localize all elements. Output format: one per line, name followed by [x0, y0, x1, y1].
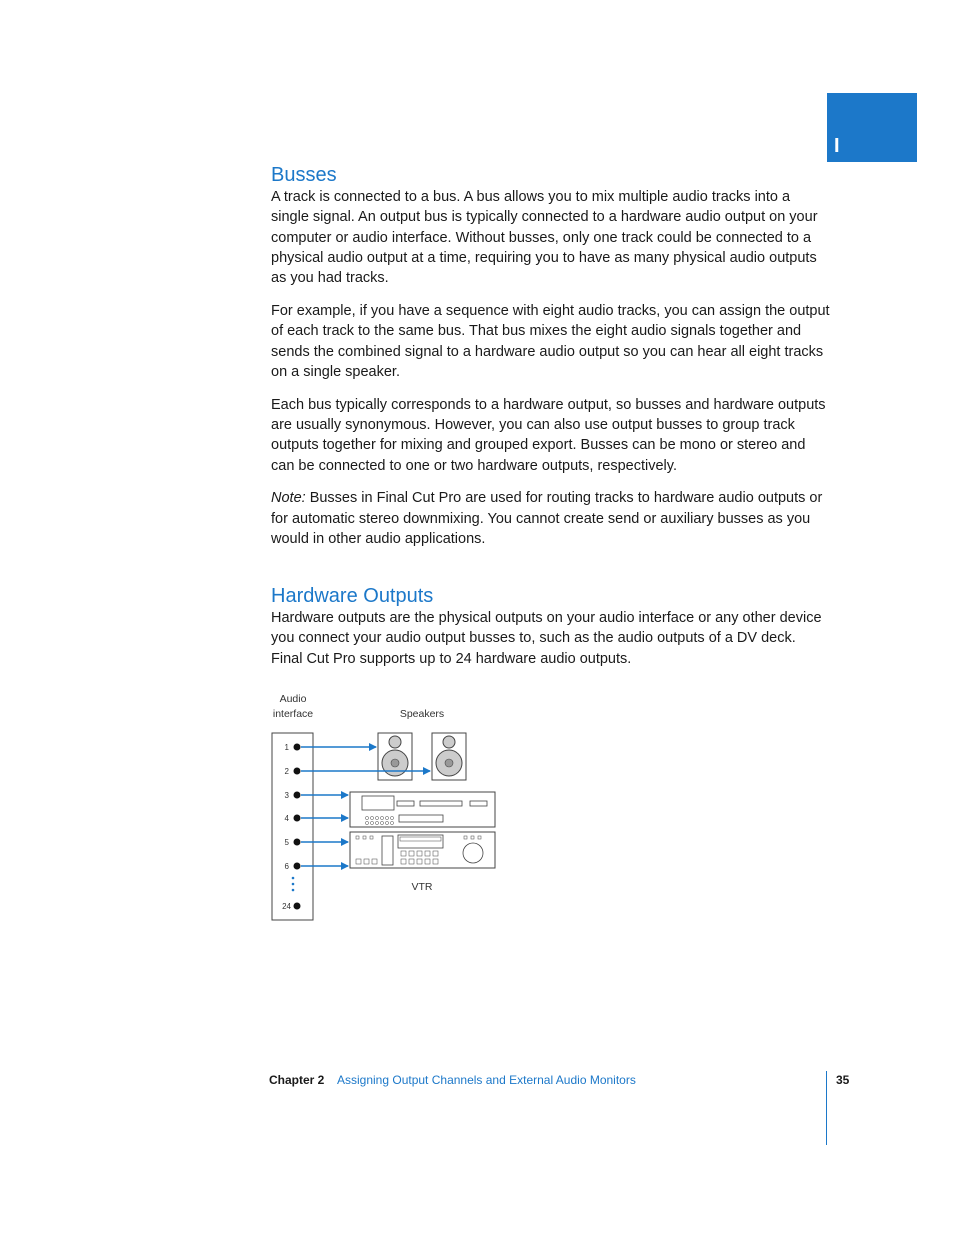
port-label: 2 — [284, 767, 289, 776]
hardware-outputs-heading: Hardware Outputs — [271, 585, 434, 607]
port-jack — [294, 839, 301, 846]
vtr-label: VTR — [411, 881, 433, 893]
port-label: 1 — [284, 743, 289, 752]
busses-paragraph-1: A track is connected to a bus. A bus allows you to mix multiple audio tracks into a single signal. An output bus is typically connected to a hardware audio output on your computer or audio interface. Without busses, only one track could be connected to a physical audio output at a time, requiring you to have as many physical audio outputs as you had tracks. — [271, 189, 818, 287]
audio-interface-box — [272, 733, 313, 920]
busses-heading: Busses — [271, 164, 337, 186]
ellipsis-dots — [292, 877, 295, 892]
audio-interface-label-line2: interface — [272, 708, 314, 720]
port-jack — [294, 792, 301, 799]
note-text: Busses in Final Cut Pro are used for routing tracks to hardware audio outputs or for automatic stereo downmixing. You cannot create send or auxiliary busses as you would in other audio applications. — [271, 490, 823, 547]
footer-chapter-title: Assigning Output Channels and External Audio Monitors — [337, 1073, 636, 1087]
port-label: 24 — [282, 902, 291, 911]
busses-body — [271, 187, 831, 549]
port-jack — [294, 903, 301, 910]
port-jack — [294, 863, 301, 870]
speaker-right — [432, 733, 466, 780]
note-label: Note: — [271, 490, 306, 507]
busses-paragraph-2: For example, if you have a sequence with eight audio tracks, you can assign the output of each track to the same bus. That bus mixes the eight audio signals together and sends the combined signal to a hardware audio output so you can hear all eight tracks on a single speaker. — [271, 302, 830, 380]
port-label: 5 — [284, 838, 289, 847]
port-label: 6 — [284, 862, 289, 871]
speaker-left — [378, 733, 412, 780]
vtr-lower-deck — [350, 832, 495, 868]
port-jack — [294, 744, 301, 751]
hardware-outputs-body — [271, 608, 831, 669]
chapter-tab-label: I — [834, 135, 840, 157]
port-jack — [294, 768, 301, 775]
port-jack — [294, 815, 301, 822]
footer-divider — [826, 1071, 827, 1145]
speakers-label: Speakers — [399, 708, 445, 720]
audio-routing-diagram — [260, 688, 510, 928]
page-number: 35 — [836, 1073, 850, 1087]
port-label: 4 — [284, 814, 289, 823]
footer-chapter: Chapter 2 — [269, 1073, 325, 1087]
busses-note — [271, 488, 831, 549]
hardware-outputs-paragraph: Hardware outputs are the physical outputs on your audio interface or any other device you connect your audio output busses to, such as the audio outputs of a DV deck. Final Cut Pro supports up to 24 hardware audio outputs. — [271, 610, 822, 667]
chapter-tab — [827, 93, 917, 162]
audio-interface-label-line1: Audio — [279, 693, 307, 705]
vtr-upper-deck — [350, 792, 495, 827]
port-label: 3 — [284, 791, 289, 800]
busses-paragraph-3: Each bus typically corresponds to a hardware output, so busses and hardware outputs are usually synonymous. However, you can also use output busses to group track outputs together for mixing and grouped export. Busses can be mono or stereo and can be connected to one or two hardware outputs, respectively. — [271, 396, 826, 474]
